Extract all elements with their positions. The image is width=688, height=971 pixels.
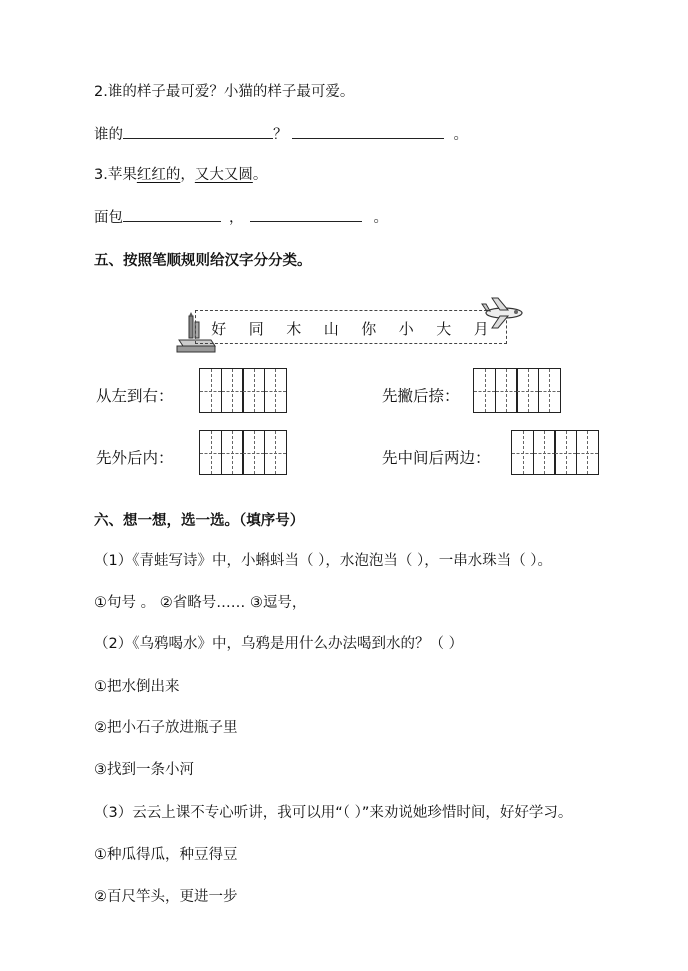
q3-prefix: 3.苹果 [94, 167, 137, 183]
character: 山 [323, 320, 339, 338]
grid-cell[interactable] [242, 368, 265, 413]
fill-end: 。 [453, 127, 468, 143]
writing-grid-outside-before-inside[interactable] [199, 430, 287, 475]
grid-cell[interactable] [533, 430, 556, 475]
grid-cell[interactable] [516, 368, 539, 413]
grid-cell[interactable] [242, 430, 265, 475]
option-item: ③找到一条小河 [94, 762, 194, 778]
question-2-text: 2.谁的样子最可爱？小猫的样子最可爱。 [94, 84, 355, 100]
option-item: ①种瓜得瓜，种豆得豆 [94, 847, 238, 863]
option-item: ②百尺竿头，更进一步 [94, 889, 238, 905]
group-label-outside-before-inside: 先外后内： [96, 449, 174, 467]
grid-cell[interactable] [576, 430, 599, 475]
fill-prefix: 谁的 [94, 127, 123, 143]
character: 好 [211, 320, 227, 338]
section-5-title: 五、按照笔顺规则给汉字分分类。 [94, 253, 312, 269]
section-6-question-1-options: ①句号 。 ②省略号…… ③逗号， [94, 595, 307, 611]
underlined-phrase: 又大又圆 [194, 167, 253, 183]
grid-cell[interactable] [264, 430, 287, 475]
character: 月 [473, 320, 489, 338]
q3-comma: ， [180, 167, 195, 183]
section-6-question-3: （3）云云上课不专心听讲，我可以用“（ ）”来劝说她珍惜时间，好好学习。 [94, 805, 573, 821]
grid-cell[interactable] [554, 430, 577, 475]
writing-grid-left-to-right[interactable] [199, 368, 287, 413]
section-6-title: 六、想一想，选一选。（填序号） [94, 513, 305, 529]
option-item: ②把小石子放进瓶子里 [94, 720, 238, 736]
character: 同 [248, 320, 264, 338]
character: 木 [286, 320, 302, 338]
section-6-question-2: （2）《乌鸦喝水》中，乌鸦是用什么办法喝到水的？（ ） [94, 636, 464, 652]
grid-cell[interactable] [199, 368, 222, 413]
airplane-icon [478, 296, 526, 330]
group-label-middle-before-sides: 先中间后两边： [382, 449, 491, 467]
character-list [200, 318, 500, 339]
grid-cell[interactable] [495, 368, 518, 413]
grid-cell[interactable] [473, 368, 496, 413]
fill-prefix: 面包 [94, 210, 123, 226]
answer-blank[interactable] [123, 207, 221, 222]
question-3-text [94, 165, 267, 185]
group-label-left-to-right: 从左到右： [96, 387, 174, 405]
question-3-fill-line [94, 207, 388, 228]
answer-blank[interactable] [123, 124, 273, 139]
group-label-pie-before-na: 先撇后捺： [382, 387, 460, 405]
answer-blank[interactable] [292, 124, 444, 139]
grid-cell[interactable] [221, 368, 244, 413]
writing-grid-pie-before-na[interactable] [473, 368, 561, 413]
question-2-fill-line [94, 124, 468, 145]
grid-cell[interactable] [511, 430, 534, 475]
fill-mid: ？ [273, 127, 288, 143]
character: 你 [361, 320, 377, 338]
grid-cell[interactable] [221, 430, 244, 475]
answer-blank[interactable] [250, 207, 362, 222]
q3-end: 。 [252, 167, 268, 183]
grid-cell[interactable] [264, 368, 287, 413]
character: 大 [436, 320, 452, 338]
grid-cell[interactable] [538, 368, 561, 413]
fill-mid: ， [229, 210, 244, 226]
character: 小 [398, 320, 414, 338]
grid-cell[interactable] [199, 430, 222, 475]
underlined-phrase: 红红的 [136, 167, 181, 183]
writing-grid-middle-before-sides[interactable] [511, 430, 599, 475]
option-item: ①把水倒出来 [94, 679, 180, 695]
section-6-question-1: （1）《青蛙写诗》中，小蝌蚪当（ ），水泡泡当（ ），一串水珠当（ ）。 [94, 553, 553, 569]
fill-end: 。 [373, 210, 388, 226]
